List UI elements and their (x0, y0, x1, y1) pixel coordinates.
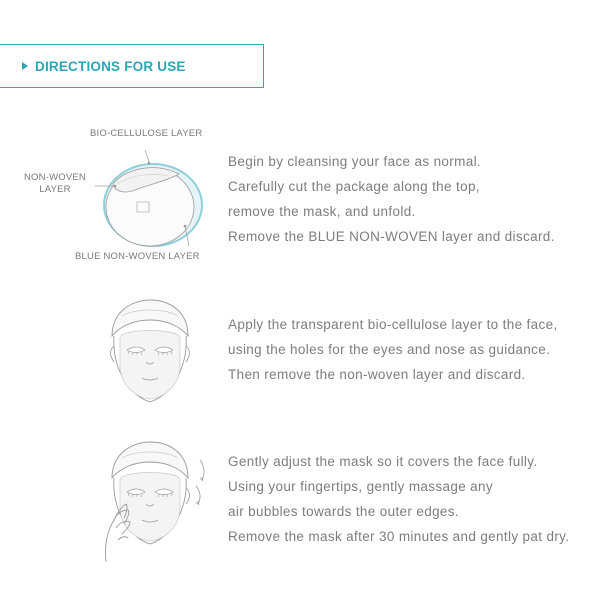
step-line: remove the mask, and unfold. (228, 204, 416, 219)
non-woven-label-line1: NON-WOVEN (24, 172, 86, 183)
non-woven-label-line2: LAYER (39, 184, 71, 195)
triangle-bullet-icon (22, 62, 28, 70)
step-1-text (228, 149, 555, 249)
step-line: Gently adjust the mask so it covers the face fully. (228, 454, 538, 469)
step-2-text (228, 312, 558, 387)
step-line: Using your fingertips, gently massage any (228, 479, 493, 494)
mask-layers-illustration (95, 150, 220, 250)
step-line: Remove the BLUE NON-WOVEN layer and discard. (228, 229, 555, 244)
step-line: using the holes for the eyes and nose as guidance. (228, 342, 551, 357)
step-line: Carefully cut the package along the top, (228, 179, 480, 194)
face-massage-illustration (100, 440, 210, 565)
non-woven-label (24, 172, 86, 196)
directions-header (0, 44, 264, 88)
step-line: Then remove the non-woven layer and discard. (228, 367, 526, 382)
step-line: Remove the mask after 30 minutes and gently pat dry. (228, 529, 570, 544)
step-line: Begin by cleansing your face as normal. (228, 154, 482, 169)
face-mask-applied-illustration (100, 298, 200, 408)
header-title: DIRECTIONS FOR USE (35, 58, 186, 74)
blue-non-woven-label: BLUE NON-WOVEN LAYER (75, 251, 200, 262)
bio-cellulose-label: BIO-CELLULOSE LAYER (90, 128, 203, 139)
step-3-text (228, 449, 569, 549)
step-line: Apply the transparent bio-cellulose layer to the face, (228, 317, 558, 332)
step-line: air bubbles towards the outer edges. (228, 504, 459, 519)
